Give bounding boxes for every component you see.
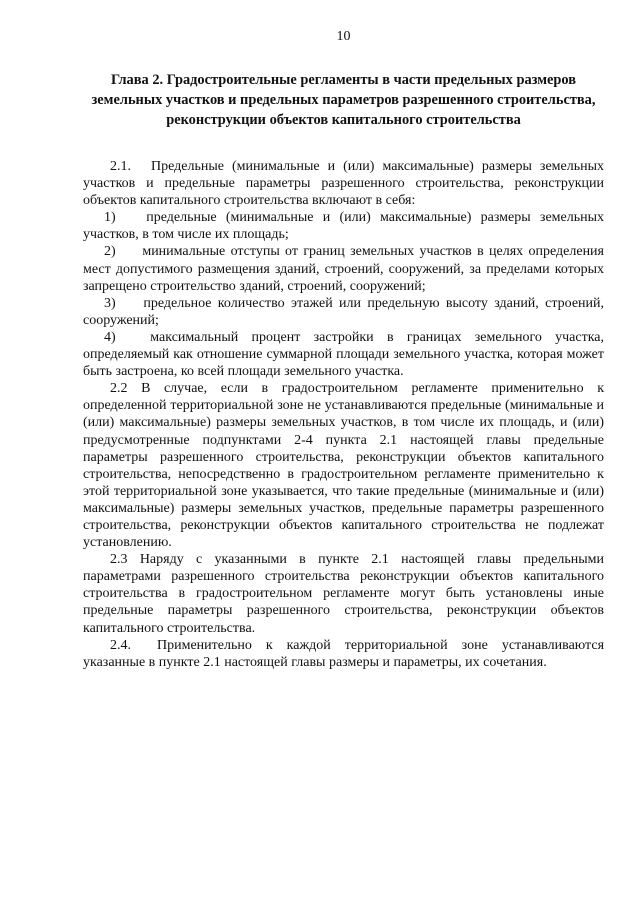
chapter-title-line: земельных участков и предельных параметров разрешенного строительства,	[91, 92, 596, 108]
list-item	[83, 243, 604, 294]
list-item-number: 3)	[104, 295, 116, 311]
paragraph-number: 2.1.	[110, 159, 131, 174]
list-item-text: максимальный процент застройки в границах земельного участка, определяемый как отношение суммарной площади земельного участка, которая может быть застроена, ко всей площади земельного участка.	[83, 329, 605, 380]
page-number: 10	[336, 29, 351, 44]
paragraph-2-3: 2.3 Наряду с указанными в пункте 2.1 настоящей главы предельными параметрами разрешенного строительства реконструкции объектов капитального строительства в градостроительном регламенте могут быть установлены иные предельные параметры разрешенного строительства, реконструкции объектов капитального строительства.	[83, 552, 604, 636]
list-item-number: 1)	[104, 210, 116, 226]
paragraph-number: 2.4.	[110, 637, 131, 653]
document-body	[83, 158, 604, 671]
paragraph-2-4	[83, 637, 604, 671]
paragraph-2-2: 2.2 В случае, если в градостроительном регламенте применительно к определенной территориальной зоне не устанавливаются предельные (минимальные и (или) максимальные) размеры земельных участков, в том числе их площадь, и (или) предусмотренные подпунктами 2-4 пункта 2.1 настоящей главы предельные параметры разрешенного строительства, реконструкции объектов капитального строительства, непосредственно в градостроительном регламенте применительно к этой территориальной зоне указывается, что такие предельные (минимальные и (или) максимальные) размеры земельных участков, предельные параметры разрешенного строительства, реконструкции объектов капитального строительства не подлежат установлению.	[83, 381, 604, 551]
chapter-title-line: реконструкции объектов капитального строительства	[166, 112, 521, 128]
list-item-text: предельные (минимальные и (или) максимальные) размеры земельных участков, в том числе их площадь;	[83, 210, 604, 243]
chapter-title-line: Глава 2. Градостроительные регламенты в части предельных размеров	[110, 72, 577, 88]
list-item-text: предельное количество этажей или предельную высоту зданий, строений, сооружений;	[83, 295, 605, 328]
paragraph-text: Применительно к каждой территориальной зоне устанавливаются указанные в пункте 2.1 настоящей главы размеры и параметры, их сочетания.	[83, 637, 605, 670]
list-item	[83, 209, 604, 243]
paragraph-text: Предельные (минимальные и (или) максимальные) размеры земельных участков и предельные параметры разрешенного строительства, реконструкции объектов капитального строительства включают в себя:	[83, 159, 605, 209]
list-item-number: 2)	[104, 244, 116, 260]
paragraph-2-1	[83, 158, 604, 209]
list-item-number: 4)	[104, 329, 116, 345]
list-item	[83, 295, 604, 329]
list-item-text: минимальные отступы от границ земельных участков в целях определения мест допустимого размещения зданий, строений, сооружений, за пределами которых запрещено строительство зданий, строений, сооружений;	[83, 244, 604, 294]
chapter-title	[83, 70, 604, 130]
list-item	[83, 329, 604, 380]
